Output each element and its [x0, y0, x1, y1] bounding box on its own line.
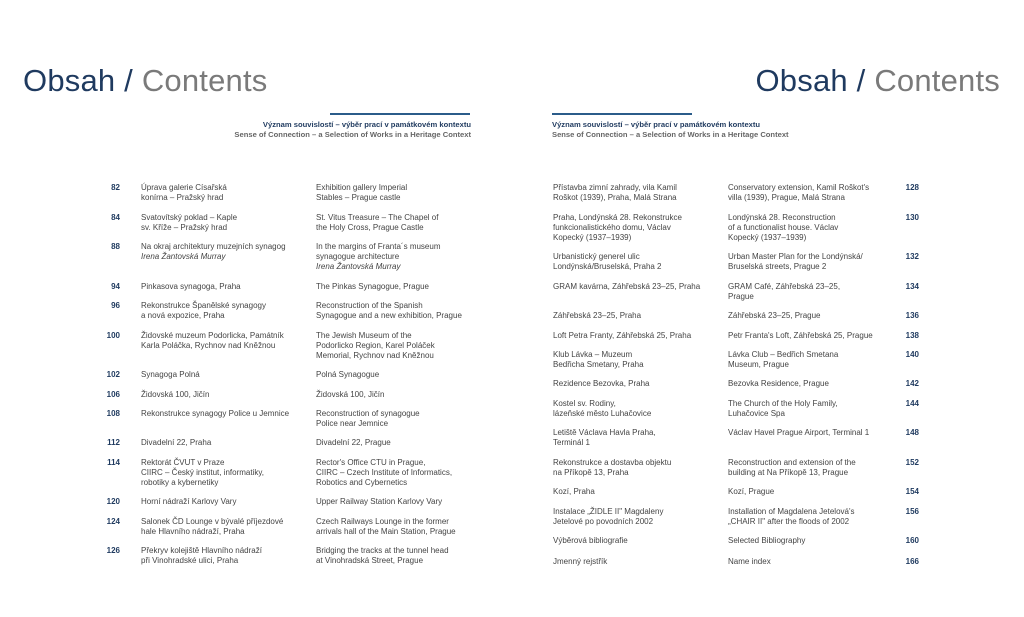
- page-title: [755, 62, 1000, 100]
- page-number: 82: [111, 183, 120, 192]
- entry-text-english: Petr Franta's Loft, Záhřebská 25, Prague: [728, 331, 873, 340]
- entry-text-english: GRAM Café, Záhřebská 23–25, Prague: [728, 282, 841, 301]
- entry-title-czech: [553, 487, 718, 497]
- entry-title-english: [728, 252, 893, 272]
- title-czech: Obsah: [755, 63, 848, 98]
- entry-text-english: Name index: [728, 557, 771, 566]
- page-number: 84: [111, 213, 120, 222]
- entry-title-czech: [141, 370, 306, 380]
- entry-title-czech: [141, 213, 306, 233]
- entry-title-english: [728, 487, 893, 497]
- page-title: [23, 62, 268, 100]
- entry-title-english: [728, 183, 893, 203]
- entry-text-english: Lávka Club – Bedřich Smetana Museum, Prague: [728, 350, 839, 369]
- page-number: 112: [107, 438, 120, 447]
- page-number: 154: [905, 487, 919, 496]
- entry-text-czech: Pinkasova synagoga, Praha: [141, 282, 241, 291]
- page-number: 140: [905, 350, 919, 359]
- entry-title-english: [728, 213, 893, 243]
- entry-text-english: St. Vitus Treasure – The Chapel of the Holy Cross, Prague Castle: [316, 213, 439, 232]
- page-number: 138: [905, 331, 919, 340]
- page-number: 136: [905, 311, 919, 320]
- entry-title-czech: [553, 282, 718, 292]
- section-subtitle: [552, 120, 789, 140]
- subtitle-english: Sense of Connection – a Selection of Works in a Heritage Context: [552, 130, 789, 139]
- entry-title-czech: [553, 458, 718, 478]
- entry-title-czech: [553, 252, 718, 272]
- page-number: 132: [905, 252, 919, 261]
- entry-text-czech: Divadelní 22, Praha: [141, 438, 212, 447]
- title-english: Contents: [874, 63, 1000, 98]
- title-czech: Obsah: [23, 63, 116, 98]
- entry-text-english: Londýnská 28. Reconstruction of a functionalist house. Václav Kopecký (1937–1939): [728, 213, 839, 242]
- page-number: 134: [905, 282, 919, 291]
- subtitle-czech: Význam souvislostí – výběr prací v památkovém kontextu: [552, 120, 761, 129]
- entry-title-english: [728, 557, 893, 567]
- entry-title-czech: [141, 301, 306, 321]
- entry-text-english: Václav Havel Prague Airport, Terminal 1: [728, 428, 870, 437]
- entry-title-english: [728, 311, 893, 321]
- entry-title-czech: [141, 517, 306, 537]
- entry-text-english: Upper Railway Station Karlovy Vary: [316, 497, 443, 506]
- entry-title-english: [316, 390, 486, 400]
- entry-text-czech: Kostel sv. Rodiny, lázeňské město Luhačovice: [553, 399, 652, 418]
- page-number: 106: [106, 390, 120, 399]
- entry-text-czech: Instalace „ŽIDLE II" Magdaleny Jetelové po povodních 2002: [553, 507, 664, 526]
- entry-title-english: [728, 331, 893, 341]
- entry-text-czech: Urbanistický generel ulic Londýnská/Bruselská, Praha 2: [553, 252, 662, 271]
- entry-text-english: Polná Synagogue: [316, 370, 380, 379]
- entry-text-english: Reconstruction and extension of the building at Na Příkopě 13, Prague: [728, 458, 856, 477]
- page-number: 88: [111, 242, 120, 251]
- entry-title-english: [316, 213, 486, 233]
- entry-text-czech: Úprava galerie Císařská konírna – Pražský hrad: [141, 183, 227, 202]
- entry-text-czech: Svatovítský poklad – Kaple sv. Kříže – Pražský hrad: [141, 213, 238, 232]
- page-number: 102: [106, 370, 120, 379]
- entry-title-english: [316, 497, 486, 507]
- page-number: 128: [905, 183, 919, 192]
- entry-text-czech: Synagoga Polná: [141, 370, 200, 379]
- entry-title-english: [316, 282, 486, 292]
- entry-title-czech: [553, 536, 718, 546]
- entry-text-czech: Židovské muzeum Podorlicka, Památník Karla Poláčka, Rychnov nad Kněžnou: [141, 331, 284, 350]
- entry-title-english: [316, 458, 486, 488]
- entry-text-czech: Výběrová bibliografie: [553, 536, 628, 545]
- entry-text-czech: Záhřebská 23–25, Praha: [553, 311, 642, 320]
- entry-text-czech: Kozí, Praha: [553, 487, 595, 496]
- entry-author-czech: Irena Žantovská Murray: [141, 252, 226, 261]
- page-number: 124: [106, 517, 120, 526]
- entry-text-czech: Klub Lávka – Muzeum Bedřicha Smetany, Praha: [553, 350, 644, 369]
- entry-title-czech: [141, 497, 306, 507]
- entry-title-english: [728, 536, 893, 546]
- subtitle-czech: Význam souvislostí – výběr prací v památkovém kontextu: [262, 120, 471, 129]
- entry-title-english: [316, 517, 486, 537]
- entry-title-czech: [141, 242, 306, 262]
- entry-text-czech: Loft Petra Franty, Záhřebská 25, Praha: [553, 331, 692, 340]
- entry-text-czech: Praha, Londýnská 28. Rekonstrukce funkcionalistického domu, Václav Kopecký (1937–1939): [553, 213, 682, 242]
- page-number: 120: [106, 497, 120, 506]
- entry-text-english: Reconstruction of the Spanish Synagogue and a new exhibition, Prague: [316, 301, 462, 320]
- entry-text-english: Urban Master Plan for the Londýnská/ Bruselská streets, Prague 2: [728, 252, 863, 271]
- entry-text-english: Záhřebská 23–25, Prague: [728, 311, 821, 320]
- entry-title-english: [316, 438, 486, 448]
- entry-text-english: Conservatory extension, Kamil Roškot's villa (1939), Prague, Malá Strana: [728, 183, 870, 202]
- entry-text-czech: GRAM kavárna, Záhřebská 23–25, Praha: [553, 282, 701, 291]
- entry-text-english: Bezovka Residence, Prague: [728, 379, 829, 388]
- page-number: 160: [905, 536, 919, 545]
- page-number: 100: [106, 331, 120, 340]
- entry-title-english: [728, 282, 893, 302]
- entry-text-english: Židovská 100, Jičín: [316, 390, 385, 399]
- entry-text-czech: Rektorát ČVUT v Praze CIIRC – Český institut, informatiky, robotiky a kybernetiky: [141, 458, 264, 487]
- entry-text-english: Reconstruction of synagogue Police near Jemnice: [316, 409, 420, 428]
- page-number: 144: [905, 399, 919, 408]
- entry-title-czech: [553, 331, 718, 341]
- page-number: 166: [905, 557, 919, 566]
- entry-title-czech: [141, 282, 306, 292]
- entry-title-english: [728, 458, 893, 478]
- entry-title-czech: [553, 213, 718, 243]
- entry-title-english: [316, 370, 486, 380]
- entry-title-czech: [141, 438, 306, 448]
- entry-title-czech: [553, 311, 718, 321]
- entry-author-english: Irena Žantovská Murray: [316, 262, 401, 271]
- entry-title-czech: [141, 458, 306, 488]
- entry-text-english: Installation of Magdalena Jetelová's „CHAIR II" after the floods of 2002: [728, 507, 855, 526]
- page-number: 148: [905, 428, 919, 437]
- page-number: 156: [905, 507, 919, 516]
- entry-title-czech: [141, 183, 306, 203]
- entry-title-english: [316, 242, 486, 272]
- section-subtitle: [234, 120, 471, 140]
- entry-title-czech: [553, 428, 718, 448]
- entry-text-czech: Salonek ČD Lounge v bývalé příjezdové hale Hlavního nádraží, Praha: [141, 517, 284, 536]
- entry-title-english: [316, 546, 486, 566]
- entry-title-english: [316, 331, 486, 361]
- page-number: 126: [106, 546, 120, 555]
- entry-text-czech: Rekonstrukce a dostavba objektu na Příkopě 13, Praha: [553, 458, 672, 477]
- entry-text-english: Exhibition gallery Imperial Stables – Prague castle: [316, 183, 408, 202]
- page-number: 152: [905, 458, 919, 467]
- page-number: 142: [905, 379, 919, 388]
- entry-title-english: [728, 507, 893, 527]
- entry-text-czech: Rekonstrukce synagogy Police u Jemnice: [141, 409, 290, 418]
- entry-text-english: Czech Railways Lounge in the former arrivals hall of the Main Station, Prague: [316, 517, 456, 536]
- subtitle-rule: [330, 113, 470, 115]
- entry-text-czech: Jmenný rejstřík: [553, 557, 608, 566]
- entry-text-english: Divadelní 22, Prague: [316, 438, 391, 447]
- subtitle-english: Sense of Connection – a Selection of Works in a Heritage Context: [234, 130, 471, 139]
- entry-title-english: [316, 183, 486, 203]
- title-separator: /: [856, 63, 866, 98]
- entry-text-english: Rector's Office CTU in Prague, CIIRC – Czech Institute of Informatics, Robotics and Cybernetics: [316, 458, 453, 487]
- entry-title-czech: [553, 183, 718, 203]
- page-number: 94: [111, 282, 120, 291]
- page-number: 108: [106, 409, 120, 418]
- entry-text-english: In the margins of Franta´s museum synagogue architecture: [316, 242, 441, 261]
- entry-title-czech: [141, 546, 306, 566]
- entry-title-czech: [553, 350, 718, 370]
- entry-text-czech: Na okraj architektury muzejních synagog: [141, 242, 286, 251]
- title-separator: /: [124, 63, 133, 98]
- entry-title-czech: [553, 379, 718, 389]
- page-number: 114: [107, 458, 120, 467]
- entry-title-czech: [141, 409, 306, 419]
- entry-text-english: Kozí, Prague: [728, 487, 775, 496]
- entry-text-english: The Pinkas Synagogue, Prague: [316, 282, 429, 291]
- page-number: 96: [111, 301, 120, 310]
- entry-title-english: [316, 301, 486, 321]
- entry-text-english: The Jewish Museum of the Podorlicko Region, Karel Poláček Memorial, Rychnov nad Kněžnou: [316, 331, 435, 360]
- entry-title-english: [728, 428, 893, 438]
- entry-title-czech: [553, 399, 718, 419]
- entry-title-czech: [141, 390, 306, 400]
- subtitle-rule: [552, 113, 692, 115]
- right-page: [512, 0, 1024, 617]
- entry-text-czech: Přístavba zimní zahrady, vila Kamil Roškot (1939), Praha, Malá Strana: [553, 183, 677, 202]
- entry-title-czech: [553, 507, 718, 527]
- entry-title-czech: [141, 331, 306, 351]
- entry-title-english: [728, 399, 893, 419]
- entry-text-czech: Horní nádraží Karlovy Vary: [141, 497, 237, 506]
- entry-title-english: [728, 379, 893, 389]
- entry-title-english: [316, 409, 486, 429]
- entry-text-english: The Church of the Holy Family, Luhačovice Spa: [728, 399, 838, 418]
- entry-text-czech: Překryv kolejiště Hlavního nádraží při Vinohradské ulici, Praha: [141, 546, 262, 565]
- entry-text-english: Selected Bibliography: [728, 536, 806, 545]
- entry-title-czech: [553, 557, 718, 567]
- entry-text-english: Bridging the tracks at the tunnel head at Vinohradská Street, Prague: [316, 546, 449, 565]
- page-number: 130: [905, 213, 919, 222]
- entry-text-czech: Rezidence Bezovka, Praha: [553, 379, 650, 388]
- title-english: Contents: [141, 63, 268, 98]
- entry-title-english: [728, 350, 893, 370]
- entry-text-czech: Rekonstrukce Španělské synagogy a nová expozice, Praha: [141, 301, 266, 320]
- entry-text-czech: Letiště Václava Havla Praha, Terminál 1: [553, 428, 656, 447]
- entry-text-czech: Židovská 100, Jičín: [141, 390, 210, 399]
